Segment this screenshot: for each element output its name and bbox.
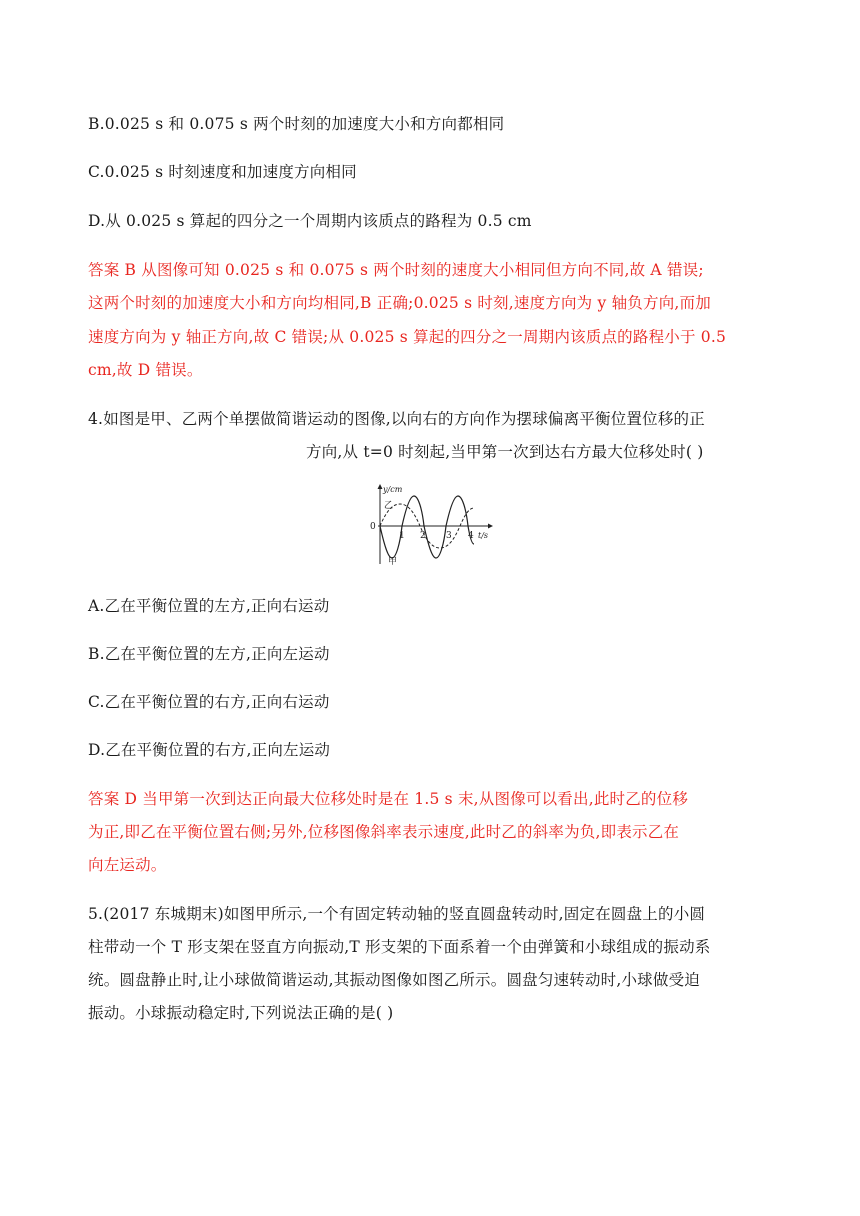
q3-option-c: C.0.025 s 时刻速度和加速度方向相同 [88,163,357,181]
tick-label-1: 1 [399,531,405,541]
q5-stem-line-2: 柱带动一个 T 形支架在竖直方向振动,T 形支架的下面系着一个由弹簧和小球组成的振动系 [88,938,711,956]
q4-answer-line-2: 为正,即乙在平衡位置右侧;另外,位移图像斜率表示速度,此时乙的斜率为负,即表示乙在 [88,823,680,841]
q4-answer-line-3: 向左运动。 [88,856,167,874]
q3-option-b: B.0.025 s 和 0.075 s 两个时刻的加速度大小和方向都相同 [88,115,505,133]
y-axis-label: y/cm [383,485,403,494]
tick-label-4: 4 [468,531,474,541]
y-axis-arrow [378,484,383,489]
q5-stem-line-1: 5.(2017 东城期末)如图甲所示,一个有固定转动轴的竖直圆盘转动时,固定在圆盘上的小圆 [88,905,706,923]
t-axis-arrow [488,524,493,529]
q3-answer-line-4: cm,故 D 错误。 [88,361,203,379]
q3-answer-line-1: 答案 B 从图像可知 0.025 s 和 0.075 s 两个时刻的速度大小相同但方向不同,故 A 错误; [88,261,704,279]
q5-stem-line-4: 振动。小球振动稳定时,下列说法正确的是( ) [88,1004,394,1022]
q4-option-c: C.乙在平衡位置的右方,正向右运动 [88,693,330,711]
tick-label-2: 2 [420,531,426,541]
q4-option-a: A.乙在平衡位置的左方,正向右运动 [88,597,330,615]
q3-option-d: D.从 0.025 s 算起的四分之一个周期内该质点的路程为 0.5 cm [88,212,532,230]
origin-label: 0 [370,522,376,532]
curve-yi-label: 乙 [384,501,394,511]
curve-jia-label: 甲 [388,557,398,566]
q3-answer-line-3: 速度方向为 y 轴正方向,故 C 错误;从 0.025 s 算起的四分之一周期内该质点的路程小于 0.5 [88,328,727,346]
tick-label-3: 3 [446,531,452,541]
q5-stem-line-3: 统。圆盘静止时,让小球做简谐运动,其振动图像如图乙所示。圆盘匀速转动时,小球做受迫 [88,971,700,989]
oscillation-graph [366,482,494,566]
t-axis-label: t/s [478,531,489,540]
q4-option-b: B.乙在平衡位置的左方,正向左运动 [88,645,330,663]
q4-stem-line-2: 方向,从 t=0 时刻起,当甲第一次到达右方最大位移处时( ) [306,443,704,461]
q4-stem-line-1: 4.如图是甲、乙两个单摆做简谐运动的图像,以向右的方向作为摆球偏离平衡位置位移的正 [88,410,705,428]
q4-option-d: D.乙在平衡位置的右方,正向左运动 [88,741,331,759]
q3-answer-line-2: 这两个时刻的加速度大小和方向均相同,B 正确;0.025 s 时刻,速度方向为 y 轴负方向,而加 [88,294,711,312]
q4-answer-line-1: 答案 D 当甲第一次到达正向最大位移处时是在 1.5 s 末,从图像可以看出,此时乙的位移 [88,790,689,808]
